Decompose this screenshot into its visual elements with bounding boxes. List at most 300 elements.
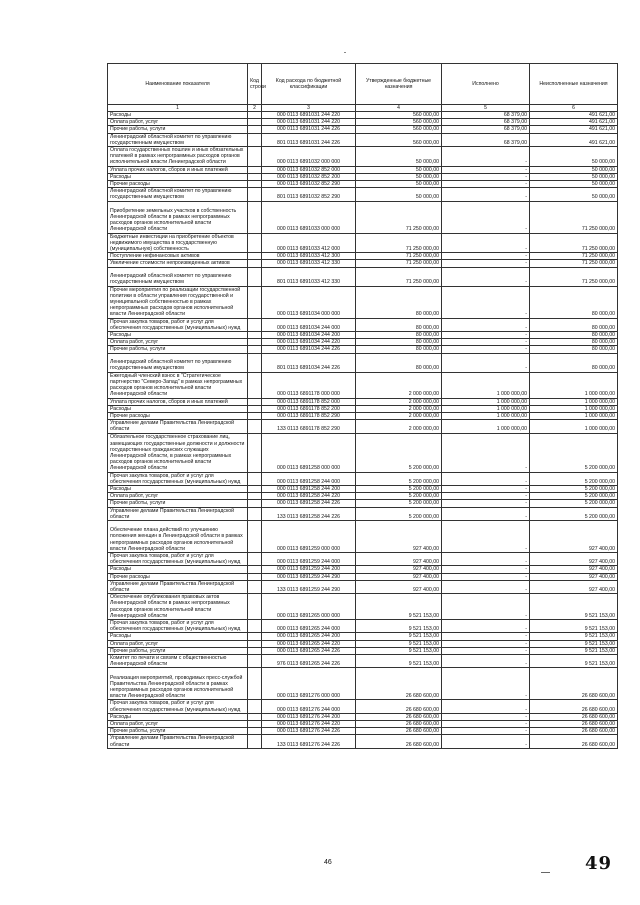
executed-cell: - [442,346,530,353]
budget-code-cell: 000 0113 6891031 244 220 [262,112,356,119]
table-row [108,552,618,565]
row-name-cell: Приобретение земельных участков в собственность Ленинградской области в рамках непрограммных расходов органов исполнительной власти Ленинградской области [108,201,248,233]
executed-cell: 68 379,00 [442,133,530,146]
unexecuted-cell: 50 000,00 [530,188,618,201]
row-code-cell [248,668,262,700]
executed-cell: - [442,339,530,346]
row-code-cell [248,654,262,667]
row-name-cell: Прочая закупка товаров, работ и услуг для обеспечения государственных (муниципальных) нужд [108,472,248,485]
row-name-cell: Прочие мероприятия по реализации государственной политики в области управления государственной и муниципальной собственностью в рамках непрограммных расходов органов исполнительной власти Ленинградской области [108,286,248,318]
unexecuted-cell: 50 000,00 [530,181,618,188]
footer-dash [541,872,550,873]
budget-code-cell: 801 0113 6891031 244 226 [262,133,356,146]
unexecuted-cell: 80 000,00 [530,339,618,346]
approved-cell: 5 200 000,00 [356,485,442,492]
approved-cell: 9 521 153,00 [356,640,442,647]
executed-cell: 68 379,00 [442,112,530,119]
table-row [108,332,618,339]
column-number: 2 [248,105,262,112]
row-name-cell: Управление делами Правительства Ленинградской области [108,580,248,593]
scan-speck [344,52,346,53]
table-row [108,721,618,728]
approved-cell: 927 400,00 [356,552,442,565]
approved-cell: 50 000,00 [356,188,442,201]
table-row [108,735,618,748]
approved-cell: 71 250 000,00 [356,233,442,253]
approved-cell: 2 000 000,00 [356,405,442,412]
row-name-cell: Оплата работ, услуг [108,339,248,346]
executed-cell: - [442,332,530,339]
unexecuted-cell: 927 400,00 [530,580,618,593]
row-name-cell: Увеличение стоимости непроизведенных активов [108,260,248,267]
column-number: 4 [356,105,442,112]
row-name-cell: Расходы [108,566,248,573]
executed-cell: - [442,633,530,640]
approved-cell: 560 000,00 [356,119,442,126]
row-name-cell: Прочие расходы [108,412,248,419]
budget-code-cell: 000 0113 6891258 244 000 [262,472,356,485]
budget-code-cell: 801 0113 6891034 244 226 [262,353,356,372]
approved-cell: 80 000,00 [356,286,442,318]
table-row [108,713,618,720]
approved-cell: 80 000,00 [356,346,442,353]
table-row [108,472,618,485]
budget-code-cell: 000 0113 6891276 244 000 [262,700,356,713]
executed-cell: - [442,267,530,286]
executed-cell: - [442,201,530,233]
approved-cell: 9 521 153,00 [356,633,442,640]
table-row [108,318,618,331]
row-code-cell [248,112,262,119]
executed-cell: 1 000 000,00 [442,405,530,412]
table-row [108,267,618,286]
approved-cell: 9 521 153,00 [356,647,442,654]
row-code-cell [248,633,262,640]
row-name-cell: Прочие работы, услуги [108,346,248,353]
executed-cell: - [442,181,530,188]
table-row [108,166,618,173]
unexecuted-cell: 26 680 600,00 [530,668,618,700]
budget-code-cell: 801 0113 6891032 852 290 [262,188,356,201]
row-code-cell [248,372,262,398]
approved-cell: 50 000,00 [356,181,442,188]
approved-cell: 5 200 000,00 [356,493,442,500]
row-name-cell: Прочие работы, услуги [108,500,248,507]
approved-cell: 26 680 600,00 [356,668,442,700]
table-row [108,728,618,735]
row-code-cell [248,201,262,233]
executed-cell: - [442,566,530,573]
approved-cell: 71 250 000,00 [356,201,442,233]
executed-cell: - [442,713,530,720]
executed-cell: - [442,485,530,492]
row-code-cell [248,619,262,632]
header-name: Наименование показателя [108,64,248,105]
approved-cell: 80 000,00 [356,339,442,346]
approved-cell: 26 680 600,00 [356,735,442,748]
approved-cell: 26 680 600,00 [356,728,442,735]
approved-cell: 2 000 000,00 [356,420,442,433]
table-row [108,147,618,167]
executed-cell: - [442,647,530,654]
row-name-cell: Управление делами Правительства Ленинградской области [108,735,248,748]
row-name-cell: Обязательное государственное страхование лиц, замещающих государственные должности и должности государственных гражданских служащих Ленинградской области, в рамках непрограммных расходов органов исполнительной власти Ленинградской области [108,433,248,472]
approved-cell: 5 200 000,00 [356,507,442,520]
row-name-cell: Ленинградский областной комитет по управлению государственным имуществом [108,353,248,372]
row-code-cell [248,166,262,173]
budget-code-cell: 801 0113 6891033 412 330 [262,267,356,286]
table-row [108,700,618,713]
row-code-cell [248,233,262,253]
executed-cell: 1 000 000,00 [442,412,530,419]
budget-code-cell: 000 0113 6891034 244 200 [262,332,356,339]
row-code-cell [248,260,262,267]
executed-cell: - [442,573,530,580]
unexecuted-cell: 26 680 600,00 [530,700,618,713]
unexecuted-cell: 1 000 000,00 [530,398,618,405]
row-code-cell [248,119,262,126]
table-row [108,619,618,632]
budget-code-cell: 000 0113 6891265 244 220 [262,640,356,647]
unexecuted-cell: 80 000,00 [530,286,618,318]
executed-cell: - [442,260,530,267]
approved-cell: 71 250 000,00 [356,267,442,286]
row-code-cell [248,721,262,728]
budget-code-cell: 000 0113 6891034 244 220 [262,339,356,346]
approved-cell: 80 000,00 [356,318,442,331]
row-code-cell [248,181,262,188]
budget-code-cell: 133 0113 6891178 852 290 [262,420,356,433]
row-code-cell [248,318,262,331]
budget-code-cell: 000 0113 6891276 244 226 [262,728,356,735]
row-code-cell [248,405,262,412]
executed-cell: - [442,507,530,520]
approved-cell: 2 000 000,00 [356,412,442,419]
unexecuted-cell: 5 200 000,00 [530,500,618,507]
row-code-cell [248,253,262,260]
row-code-cell [248,580,262,593]
approved-cell: 9 521 153,00 [356,654,442,667]
row-code-cell [248,433,262,472]
approved-cell: 560 000,00 [356,112,442,119]
executed-cell: - [442,552,530,565]
table-row [108,286,618,318]
row-code-cell [248,339,262,346]
budget-code-cell: 000 0113 6891259 244 290 [262,573,356,580]
budget-code-cell: 000 0113 6891276 000 000 [262,668,356,700]
table-row [108,346,618,353]
table-row [108,339,618,346]
row-name-cell: Уплата прочих налогов, сборов и иных платежей [108,398,248,405]
row-name-cell: Прочая закупка товаров, работ и услуг для обеспечения государственных (муниципальных) нужд [108,552,248,565]
budget-code-cell: 000 0113 6891258 000 000 [262,433,356,472]
approved-cell: 26 680 600,00 [356,700,442,713]
row-name-cell: Расходы [108,485,248,492]
row-code-cell [248,500,262,507]
budget-code-cell: 000 0113 6891031 244 220 [262,119,356,126]
executed-cell: 1 000 000,00 [442,398,530,405]
unexecuted-cell: 491 621,00 [530,119,618,126]
row-name-cell: Ленинградский областной комитет по управлению государственным имуществом [108,133,248,146]
approved-cell: 50 000,00 [356,147,442,167]
table-row [108,485,618,492]
executed-cell: - [442,700,530,713]
row-code-cell [248,412,262,419]
table-row [108,507,618,520]
row-code-cell [248,133,262,146]
unexecuted-cell: 5 200 000,00 [530,485,618,492]
table-row [108,233,618,253]
budget-code-cell: 000 0113 6891178 852 000 [262,398,356,405]
row-code-cell [248,728,262,735]
budget-code-cell: 000 0113 6891033 412 000 [262,233,356,253]
approved-cell: 50 000,00 [356,173,442,180]
executed-cell: - [442,619,530,632]
table-row [108,372,618,398]
executed-cell: - [442,188,530,201]
row-name-cell: Уплата прочих налогов, сборов и иных платежей [108,166,248,173]
table-row [108,433,618,472]
row-name-cell: Управление делами Правительства Ленинградской области [108,420,248,433]
unexecuted-cell: 50 000,00 [530,166,618,173]
table-row [108,500,618,507]
row-name-cell: Оплата работ, услуг [108,119,248,126]
table-row [108,520,618,552]
table-row [108,133,618,146]
unexecuted-cell: 80 000,00 [530,318,618,331]
row-code-cell [248,398,262,405]
row-code-cell [248,126,262,133]
executed-cell: 68 379,00 [442,126,530,133]
row-name-cell: Прочая закупка товаров, работ и услуг для обеспечения государственных (муниципальных) нужд [108,700,248,713]
row-code-cell [248,507,262,520]
budget-code-cell: 133 0113 6891258 244 226 [262,507,356,520]
unexecuted-cell: 927 400,00 [530,566,618,573]
row-name-cell: Реализация мероприятий, проводимых пресс-службой Правительства Ленинградской области в рамках непрограммных расходов органов исполнительной власти Ленинградской области [108,668,248,700]
row-name-cell: Расходы [108,713,248,720]
row-code-cell [248,700,262,713]
table-row [108,566,618,573]
row-name-cell: Расходы [108,332,248,339]
approved-cell: 9 521 153,00 [356,619,442,632]
row-name-cell: Управление делами Правительства Ленинградской области [108,507,248,520]
budget-code-cell: 000 0113 6891276 244 220 [262,721,356,728]
budget-code-cell: 000 0113 6891032 852 200 [262,173,356,180]
row-code-cell [248,173,262,180]
budget-code-cell: 133 0113 6891259 244 290 [262,580,356,593]
row-name-cell: Комитет по печати и связям с общественностью Ленинградской области [108,654,248,667]
header-unexecuted: Неисполненные назначения [530,64,618,105]
approved-cell: 927 400,00 [356,573,442,580]
table-row [108,260,618,267]
budget-code-cell: 000 0113 6891033 000 000 [262,201,356,233]
budget-code-cell: 000 0113 6891034 244 226 [262,346,356,353]
row-code-cell [248,353,262,372]
budget-code-cell: 000 0113 6891258 244 200 [262,485,356,492]
row-code-cell [248,647,262,654]
unexecuted-cell: 1 000 000,00 [530,372,618,398]
unexecuted-cell: 491 621,00 [530,133,618,146]
executed-cell: - [442,472,530,485]
table-row [108,647,618,654]
budget-code-cell: 000 0113 6891034 000 000 [262,286,356,318]
row-code-cell [248,472,262,485]
executed-cell: - [442,668,530,700]
table-row [108,412,618,419]
row-name-cell: Обеспечение опубликования правовых актов Ленинградской области в рамках непрограммных расходов органов исполнительной власти Ленинградской области [108,594,248,620]
row-code-cell [248,594,262,620]
approved-cell: 927 400,00 [356,520,442,552]
unexecuted-cell: 927 400,00 [530,552,618,565]
budget-code-cell: 000 0113 6891258 244 226 [262,500,356,507]
executed-cell: 68 379,00 [442,119,530,126]
unexecuted-cell: 9 521 153,00 [530,594,618,620]
row-name-cell: Бюджетные инвестиции на приобретение объектов недвижимого имущества в государственную (муниципальную) собственность [108,233,248,253]
column-number: 6 [530,105,618,112]
executed-cell: - [442,580,530,593]
row-name-cell: Прочие работы, услуги [108,728,248,735]
unexecuted-cell: 927 400,00 [530,573,618,580]
row-code-cell [248,147,262,167]
unexecuted-cell: 491 621,00 [530,112,618,119]
row-name-cell: Ежегодный членский взнос в "Стратегическое партнерство "Северо-Запад" в рамках непрограммных расходов органов исполнительной власти Ленинградской области [108,372,248,398]
unexecuted-cell: 71 250 000,00 [530,233,618,253]
executed-cell: - [442,318,530,331]
row-code-cell [248,188,262,201]
executed-cell: - [442,640,530,647]
approved-cell: 26 680 600,00 [356,721,442,728]
budget-code-cell: 000 0113 6891033 412 330 [262,260,356,267]
table-row [108,654,618,667]
header-executed: Исполнено [442,64,530,105]
budget-code-cell: 000 0113 6891259 244 200 [262,566,356,573]
budget-code-cell: 000 0113 6891259 244 000 [262,552,356,565]
row-code-cell [248,566,262,573]
approved-cell: 71 250 000,00 [356,253,442,260]
row-name-cell: Оплата работ, услуг [108,493,248,500]
unexecuted-cell: 26 680 600,00 [530,735,618,748]
executed-cell: - [442,253,530,260]
unexecuted-cell: 1 000 000,00 [530,405,618,412]
unexecuted-cell: 9 521 153,00 [530,633,618,640]
approved-cell: 2 000 000,00 [356,372,442,398]
row-code-cell [248,640,262,647]
row-name-cell: Расходы [108,173,248,180]
row-name-cell: Прочая закупка товаров, работ и услуг для обеспечения государственных (муниципальных) нужд [108,619,248,632]
table-row [108,420,618,433]
unexecuted-cell: 26 680 600,00 [530,728,618,735]
approved-cell: 927 400,00 [356,566,442,573]
row-code-cell [248,713,262,720]
handwritten-page-stamp: 49 [585,853,613,874]
executed-cell: - [442,286,530,318]
unexecuted-cell: 71 250 000,00 [530,201,618,233]
table-row [108,633,618,640]
table-row [108,353,618,372]
unexecuted-cell: 80 000,00 [530,353,618,372]
row-name-cell: Ленинградский областной комитет по управлению государственным имуществом [108,267,248,286]
budget-code-cell: 976 0113 6891265 244 226 [262,654,356,667]
unexecuted-cell: 50 000,00 [530,147,618,167]
executed-cell: 1 000 000,00 [442,372,530,398]
unexecuted-cell: 71 250 000,00 [530,260,618,267]
executed-cell: - [442,433,530,472]
table-row [108,640,618,647]
budget-code-cell: 000 0113 6891265 244 000 [262,619,356,632]
unexecuted-cell: 5 200 000,00 [530,507,618,520]
row-name-cell: Прочие расходы [108,181,248,188]
row-code-cell [248,346,262,353]
budget-code-cell: 000 0113 6891032 852 290 [262,181,356,188]
column-number-row [108,105,618,112]
approved-cell: 26 680 600,00 [356,713,442,720]
table-row [108,126,618,133]
unexecuted-cell: 5 200 000,00 [530,433,618,472]
row-code-cell [248,420,262,433]
unexecuted-cell: 26 680 600,00 [530,721,618,728]
executed-cell: - [442,728,530,735]
approved-cell: 560 000,00 [356,133,442,146]
table-row [108,594,618,620]
executed-cell: - [442,654,530,667]
table-row [108,573,618,580]
budget-code-cell: 000 0113 6891265 000 000 [262,594,356,620]
row-code-cell [248,552,262,565]
approved-cell: 80 000,00 [356,332,442,339]
table-row [108,188,618,201]
executed-cell: - [442,493,530,500]
budget-code-cell: 000 0113 6891032 852 000 [262,166,356,173]
row-code-cell [248,520,262,552]
executed-cell: - [442,500,530,507]
row-name-cell: Расходы [108,633,248,640]
header-row-code: Код строки [248,64,262,105]
unexecuted-cell: 9 521 153,00 [530,640,618,647]
executed-cell: - [442,735,530,748]
budget-code-cell: 000 0113 6891178 852 290 [262,412,356,419]
header-budget-code: Код расхода по бюджетной классификации [262,64,356,105]
page-number: 46 [324,859,332,866]
row-name-cell: Ленинградский областной комитет по управлению государственным имуществом [108,188,248,201]
budget-code-cell: 000 0113 6891265 244 226 [262,647,356,654]
column-number: 3 [262,105,356,112]
table-row [108,493,618,500]
approved-cell: 927 400,00 [356,580,442,593]
approved-cell: 5 200 000,00 [356,472,442,485]
executed-cell: - [442,173,530,180]
unexecuted-cell: 1 000 000,00 [530,420,618,433]
unexecuted-cell: 71 250 000,00 [530,267,618,286]
row-code-cell [248,332,262,339]
row-code-cell [248,267,262,286]
unexecuted-cell: 491 621,00 [530,126,618,133]
executed-cell: - [442,353,530,372]
row-name-cell: Прочие работы, услуги [108,126,248,133]
unexecuted-cell: 9 521 153,00 [530,647,618,654]
table-row [108,181,618,188]
row-name-cell: Расходы [108,405,248,412]
unexecuted-cell: 9 521 153,00 [530,619,618,632]
row-code-cell [248,286,262,318]
unexecuted-cell: 26 680 600,00 [530,713,618,720]
unexecuted-cell: 927 400,00 [530,520,618,552]
row-name-cell: Прочие расходы [108,573,248,580]
budget-code-cell: 000 0113 6891034 244 000 [262,318,356,331]
row-name-cell: Обеспечение плана действий по улучшению положения женщин в Ленинградской области в рамках непрограммных расходов органов исполнительной власти Ленинградской области [108,520,248,552]
budget-code-cell: 000 0113 6891265 244 200 [262,633,356,640]
row-name-cell: Прочие работы, услуги [108,647,248,654]
budget-code-cell: 000 0113 6891258 244 220 [262,493,356,500]
